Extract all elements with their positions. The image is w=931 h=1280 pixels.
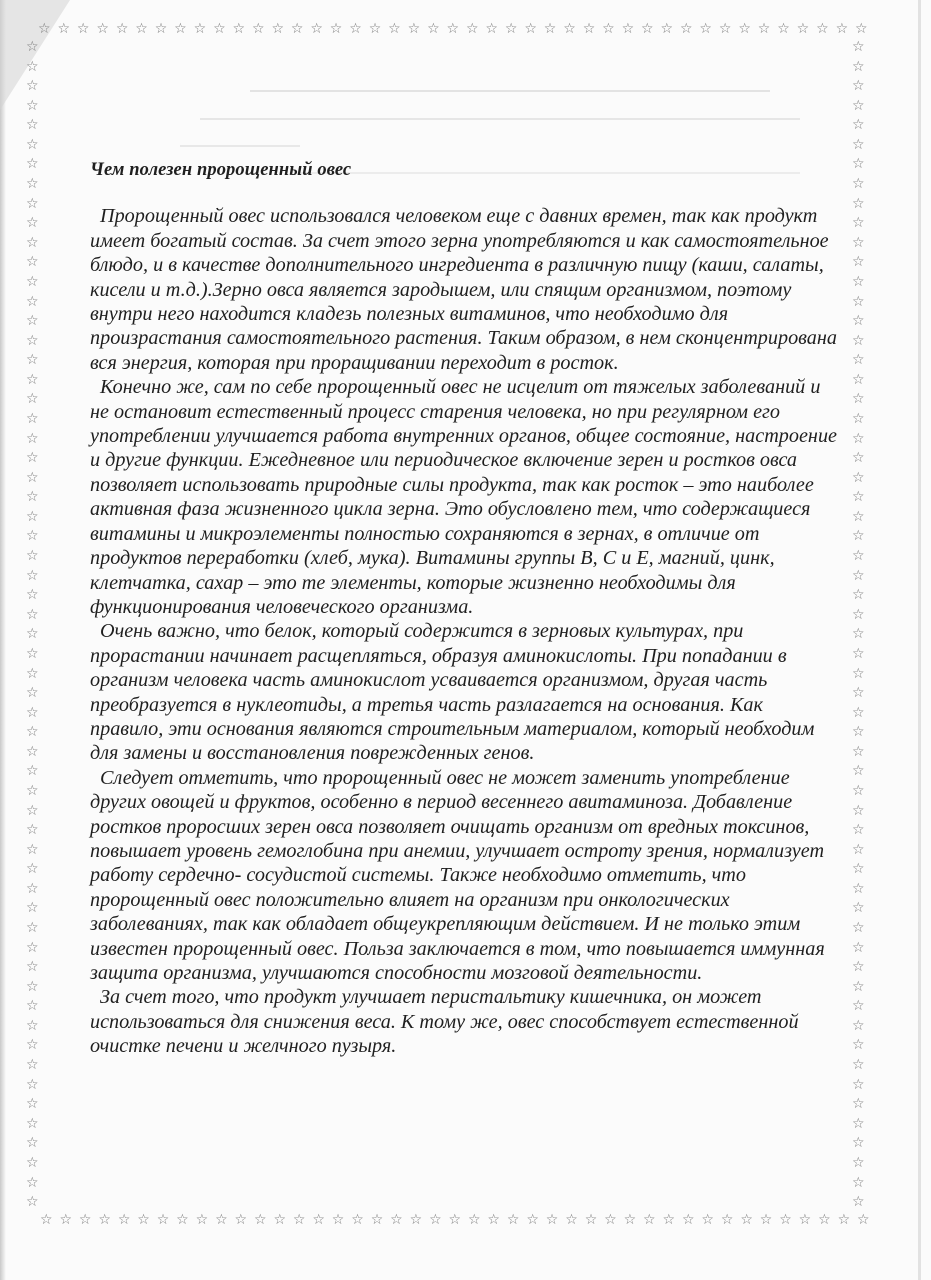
star-icon: ☆ [26, 920, 39, 937]
star-icon: ☆ [852, 508, 865, 525]
star-icon: ☆ [26, 1017, 39, 1034]
star-icon: ☆ [816, 21, 829, 37]
star-icon: ☆ [584, 1212, 598, 1228]
star-icon: ☆ [26, 254, 39, 271]
star-icon: ☆ [388, 21, 401, 37]
star-icon: ☆ [26, 1057, 39, 1074]
star-icon: ☆ [78, 1212, 92, 1228]
star-icon: ☆ [798, 1212, 812, 1228]
star-icon: ☆ [467, 1212, 481, 1228]
star-icon: ☆ [623, 1212, 637, 1228]
star-icon: ☆ [852, 176, 865, 193]
star-icon: ☆ [852, 978, 865, 995]
star-icon: ☆ [852, 450, 865, 467]
paragraph: Следует отметить, что пророщенный овес не может заменить употребление других овощей и фруктов, особенно в период весеннего авитаминоза. Добавление ростков проросших зерен овса позволяет очищать организм от вредных токсинов, повышает уровень гемоглобина при анемии, улучшает остроту зрения, нормализует работу сердечно- сосудистой системы. Также необходимо отметить, что пророщенный овес положительно влияет на организм при онкологических заболеваниях, так как обладает общеукрепляющим действием. И не только этим известен пророщенный овес. Польза заключается в том, что повышается иммунная защита организма, улучшаются способности мозговой деятельности. [90, 766, 825, 984]
star-icon: ☆ [26, 371, 39, 388]
star-icon: ☆ [26, 763, 39, 780]
star-border-left [26, 40, 40, 1210]
star-icon: ☆ [26, 704, 39, 721]
star-icon: ☆ [26, 587, 39, 604]
star-icon: ☆ [852, 587, 865, 604]
star-icon: ☆ [26, 1037, 39, 1054]
star-icon: ☆ [855, 21, 868, 37]
star-icon: ☆ [26, 39, 39, 55]
star-icon: ☆ [852, 645, 865, 662]
star-icon: ☆ [26, 136, 39, 153]
star-icon: ☆ [720, 1212, 734, 1228]
star-icon: ☆ [251, 21, 265, 37]
star-icon: ☆ [26, 782, 39, 799]
star-icon: ☆ [292, 1212, 306, 1228]
star-icon: ☆ [154, 21, 168, 37]
star-icon: ☆ [852, 959, 865, 976]
star-icon: ☆ [740, 1212, 753, 1228]
star-icon: ☆ [852, 156, 865, 173]
star-icon: ☆ [604, 1212, 617, 1228]
star-icon: ☆ [852, 822, 865, 839]
star-icon: ☆ [857, 1212, 870, 1228]
star-icon: ☆ [26, 234, 39, 251]
star-icon: ☆ [852, 1174, 865, 1191]
star-icon: ☆ [253, 1212, 267, 1228]
star-icon: ☆ [852, 1154, 865, 1171]
star-icon: ☆ [26, 626, 39, 643]
star-icon: ☆ [852, 743, 865, 760]
star-icon: ☆ [26, 606, 39, 623]
star-icon: ☆ [135, 21, 148, 37]
star-icon: ☆ [427, 21, 440, 37]
star-icon: ☆ [448, 1212, 462, 1228]
star-icon: ☆ [234, 1212, 248, 1228]
star-icon: ☆ [26, 685, 39, 702]
paragraph: За счет того, что продукт улучшает перистальтику кишечника, он может использоваться для снижения веса. К тому же, овес способствует естественной очистке печени и желчного пузыря. [90, 986, 799, 1058]
star-icon: ☆ [26, 195, 39, 212]
star-icon: ☆ [156, 1212, 170, 1228]
document-heading: Чем полезен пророщенный овес [90, 160, 352, 180]
star-icon: ☆ [679, 21, 693, 37]
star-icon: ☆ [195, 1212, 209, 1228]
star-icon: ☆ [390, 1212, 403, 1228]
scan-edge-shadow [0, 0, 6, 1280]
star-icon: ☆ [852, 313, 865, 330]
document-body [90, 158, 840, 1059]
star-icon: ☆ [26, 724, 39, 741]
star-icon: ☆ [681, 1212, 695, 1228]
star-icon: ☆ [271, 21, 284, 37]
star-icon: ☆ [446, 21, 460, 37]
star-icon: ☆ [26, 998, 39, 1015]
star-icon: ☆ [852, 998, 865, 1015]
star-icon: ☆ [852, 802, 865, 819]
star-icon: ☆ [38, 21, 51, 37]
star-icon: ☆ [621, 21, 635, 37]
star-icon: ☆ [312, 1212, 325, 1228]
star-border-right [852, 40, 866, 1210]
star-icon: ☆ [26, 528, 39, 545]
star-icon: ☆ [582, 21, 596, 37]
star-icon: ☆ [852, 97, 865, 114]
star-icon: ☆ [26, 978, 39, 995]
star-icon: ☆ [852, 548, 865, 565]
star-icon: ☆ [59, 1212, 73, 1228]
star-icon: ☆ [331, 1212, 345, 1228]
star-icon: ☆ [852, 1194, 865, 1211]
star-icon: ☆ [26, 939, 39, 956]
star-icon: ☆ [738, 21, 751, 37]
star-icon: ☆ [174, 21, 187, 37]
star-icon: ☆ [524, 21, 537, 37]
star-icon: ☆ [526, 1212, 539, 1228]
star-icon: ☆ [26, 880, 39, 897]
star-icon: ☆ [57, 21, 71, 37]
star-icon: ☆ [818, 1212, 831, 1228]
star-icon: ☆ [273, 1212, 286, 1228]
star-icon: ☆ [26, 410, 39, 427]
star-icon: ☆ [641, 21, 654, 37]
star-icon: ☆ [852, 215, 865, 232]
paragraph: Очень важно, что белок, который содержится в зерновых культурах, при прорастании начинает расщепляться, образуя аминокислоты. При попадании в организм человека часть аминокислот усваивается организмом, другая часть преобразуется в нуклеотиды, а третья часть разлагается на основания. Как правило, эти основания являются строительным материалом, который необходим для замены и восстановления поврежденных генов. [90, 620, 815, 765]
star-icon: ☆ [852, 489, 865, 506]
bleed-through-line [180, 145, 300, 157]
star-icon: ☆ [26, 293, 39, 310]
star-icon: ☆ [852, 880, 865, 897]
star-icon: ☆ [796, 21, 810, 37]
star-icon: ☆ [852, 117, 865, 134]
star-icon: ☆ [368, 21, 382, 37]
star-icon: ☆ [852, 528, 865, 545]
star-icon: ☆ [329, 21, 343, 37]
star-icon: ☆ [26, 352, 39, 369]
star-icon: ☆ [777, 21, 790, 37]
star-icon: ☆ [852, 1115, 865, 1132]
star-icon: ☆ [215, 1212, 228, 1228]
star-icon: ☆ [409, 1212, 423, 1228]
star-icon: ☆ [351, 1212, 364, 1228]
star-icon: ☆ [26, 215, 39, 232]
star-icon: ☆ [852, 567, 865, 584]
star-icon: ☆ [26, 430, 39, 447]
star-icon: ☆ [852, 920, 865, 937]
star-icon: ☆ [852, 469, 865, 486]
star-border-top [38, 22, 868, 36]
star-icon: ☆ [718, 21, 732, 37]
star-icon: ☆ [26, 273, 39, 290]
star-icon: ☆ [26, 313, 39, 330]
star-icon: ☆ [852, 195, 865, 212]
star-icon: ☆ [26, 1174, 39, 1191]
star-icon: ☆ [852, 939, 865, 956]
star-icon: ☆ [26, 332, 39, 349]
star-icon: ☆ [602, 21, 615, 37]
paragraph: Пророщенный овес использовался человеком еще с давних времен, так как продукт имеет богатый состав. За счет этого зерна употребляются и как самостоятельное блюдо, и в качестве дополнительного ингредиента в различную пищу (каши, салаты, кисели и т.д.).Зерно овса является зародышем, или спящим организмом, поэтому внутри него находится кладезь полезных витаминов, что необходимо для произрастания самостоятельного растения. Таким образом, в нем сконцентрирована вся энергия, которая при проращивании переходит в росток. [90, 205, 837, 374]
star-icon: ☆ [852, 332, 865, 349]
star-icon: ☆ [757, 21, 771, 37]
star-icon: ☆ [429, 1212, 442, 1228]
star-icon: ☆ [487, 1212, 500, 1228]
star-icon: ☆ [76, 21, 90, 37]
star-icon: ☆ [26, 450, 39, 467]
star-icon: ☆ [117, 1212, 131, 1228]
star-icon: ☆ [563, 21, 576, 37]
star-icon: ☆ [26, 900, 39, 917]
star-icon: ☆ [852, 606, 865, 623]
star-icon: ☆ [543, 21, 557, 37]
star-icon: ☆ [349, 21, 362, 37]
star-icon: ☆ [96, 21, 109, 37]
star-icon: ☆ [115, 21, 129, 37]
star-icon: ☆ [852, 841, 865, 858]
star-icon: ☆ [852, 1135, 865, 1152]
star-icon: ☆ [26, 1096, 39, 1113]
star-icon: ☆ [232, 21, 246, 37]
star-icon: ☆ [660, 21, 674, 37]
star-icon: ☆ [835, 21, 849, 37]
star-icon: ☆ [40, 1212, 53, 1228]
star-icon: ☆ [852, 724, 865, 741]
star-icon: ☆ [506, 1212, 520, 1228]
star-icon: ☆ [26, 567, 39, 584]
scan-right-edge [918, 0, 921, 1280]
bleed-through-line [250, 90, 770, 102]
star-icon: ☆ [701, 1212, 714, 1228]
star-icon: ☆ [26, 489, 39, 506]
star-icon: ☆ [852, 352, 865, 369]
star-icon: ☆ [26, 861, 39, 878]
star-icon: ☆ [852, 685, 865, 702]
star-icon: ☆ [26, 176, 39, 193]
star-icon: ☆ [26, 156, 39, 173]
star-icon: ☆ [213, 21, 226, 37]
star-icon: ☆ [852, 391, 865, 408]
star-border-bottom [40, 1213, 870, 1227]
star-icon: ☆ [98, 1212, 111, 1228]
star-icon: ☆ [176, 1212, 189, 1228]
star-icon: ☆ [26, 1135, 39, 1152]
star-icon: ☆ [852, 861, 865, 878]
star-icon: ☆ [26, 1076, 39, 1093]
star-icon: ☆ [852, 626, 865, 643]
star-icon: ☆ [852, 410, 865, 427]
star-icon: ☆ [852, 1076, 865, 1093]
star-icon: ☆ [852, 136, 865, 153]
star-icon: ☆ [837, 1212, 851, 1228]
star-icon: ☆ [852, 763, 865, 780]
star-icon: ☆ [26, 841, 39, 858]
star-icon: ☆ [137, 1212, 150, 1228]
star-icon: ☆ [852, 430, 865, 447]
star-icon: ☆ [26, 1194, 39, 1211]
star-icon: ☆ [26, 645, 39, 662]
star-icon: ☆ [26, 548, 39, 565]
star-icon: ☆ [565, 1212, 578, 1228]
star-icon: ☆ [699, 21, 712, 37]
star-icon: ☆ [759, 1212, 773, 1228]
paragraph: Конечно же, сам по себе пророщенный овес не исцелит от тяжелых заболеваний и не остановит естественный процесс старения человека, но при регулярном его употреблении улучшается работа внутренних органов, общее состояние, настроение и другие функции. Ежедневное или периодическое включение зерен и ростков овса позволяет использовать природные силы продукта, так как росток – это наиболее активная фаза жизненного цикла зерна. Это обусловлено тем, что содержащиеся витамины и микроэлементы полностью сохраняются в зернах, в отличие от продуктов переработки (хлеб, мука). Витамины группы В, С и Е, магний, цинк, клетчатка, сахар – это те элементы, которые жизненно необходимы для функционирования человеческого организма. [90, 376, 837, 618]
star-icon: ☆ [545, 1212, 559, 1228]
star-icon: ☆ [852, 39, 865, 55]
star-icon: ☆ [852, 1037, 865, 1054]
star-icon: ☆ [290, 21, 304, 37]
star-icon: ☆ [852, 234, 865, 251]
star-icon: ☆ [852, 1057, 865, 1074]
star-icon: ☆ [779, 1212, 792, 1228]
star-icon: ☆ [407, 21, 421, 37]
star-icon: ☆ [26, 391, 39, 408]
star-icon: ☆ [193, 21, 207, 37]
star-icon: ☆ [26, 802, 39, 819]
star-icon: ☆ [852, 1017, 865, 1034]
star-icon: ☆ [852, 58, 865, 75]
star-icon: ☆ [26, 58, 39, 75]
star-icon: ☆ [852, 293, 865, 310]
star-icon: ☆ [852, 782, 865, 799]
star-icon: ☆ [852, 273, 865, 290]
star-icon: ☆ [852, 254, 865, 271]
bleed-through-line [200, 118, 800, 130]
star-icon: ☆ [485, 21, 498, 37]
star-icon: ☆ [662, 1212, 676, 1228]
star-icon: ☆ [465, 21, 479, 37]
star-icon: ☆ [26, 822, 39, 839]
star-icon: ☆ [26, 665, 39, 682]
star-icon: ☆ [852, 900, 865, 917]
star-icon: ☆ [852, 704, 865, 721]
star-icon: ☆ [26, 959, 39, 976]
star-icon: ☆ [26, 743, 39, 760]
star-icon: ☆ [26, 1154, 39, 1171]
star-icon: ☆ [26, 97, 39, 114]
star-icon: ☆ [370, 1212, 384, 1228]
star-icon: ☆ [852, 1096, 865, 1113]
star-icon: ☆ [504, 21, 518, 37]
star-icon: ☆ [852, 665, 865, 682]
star-icon: ☆ [26, 469, 39, 486]
star-icon: ☆ [26, 78, 39, 95]
star-icon: ☆ [852, 78, 865, 95]
star-icon: ☆ [310, 21, 323, 37]
star-icon: ☆ [26, 117, 39, 134]
star-icon: ☆ [852, 371, 865, 388]
star-icon: ☆ [26, 1115, 39, 1132]
star-icon: ☆ [26, 508, 39, 525]
star-icon: ☆ [643, 1212, 656, 1228]
